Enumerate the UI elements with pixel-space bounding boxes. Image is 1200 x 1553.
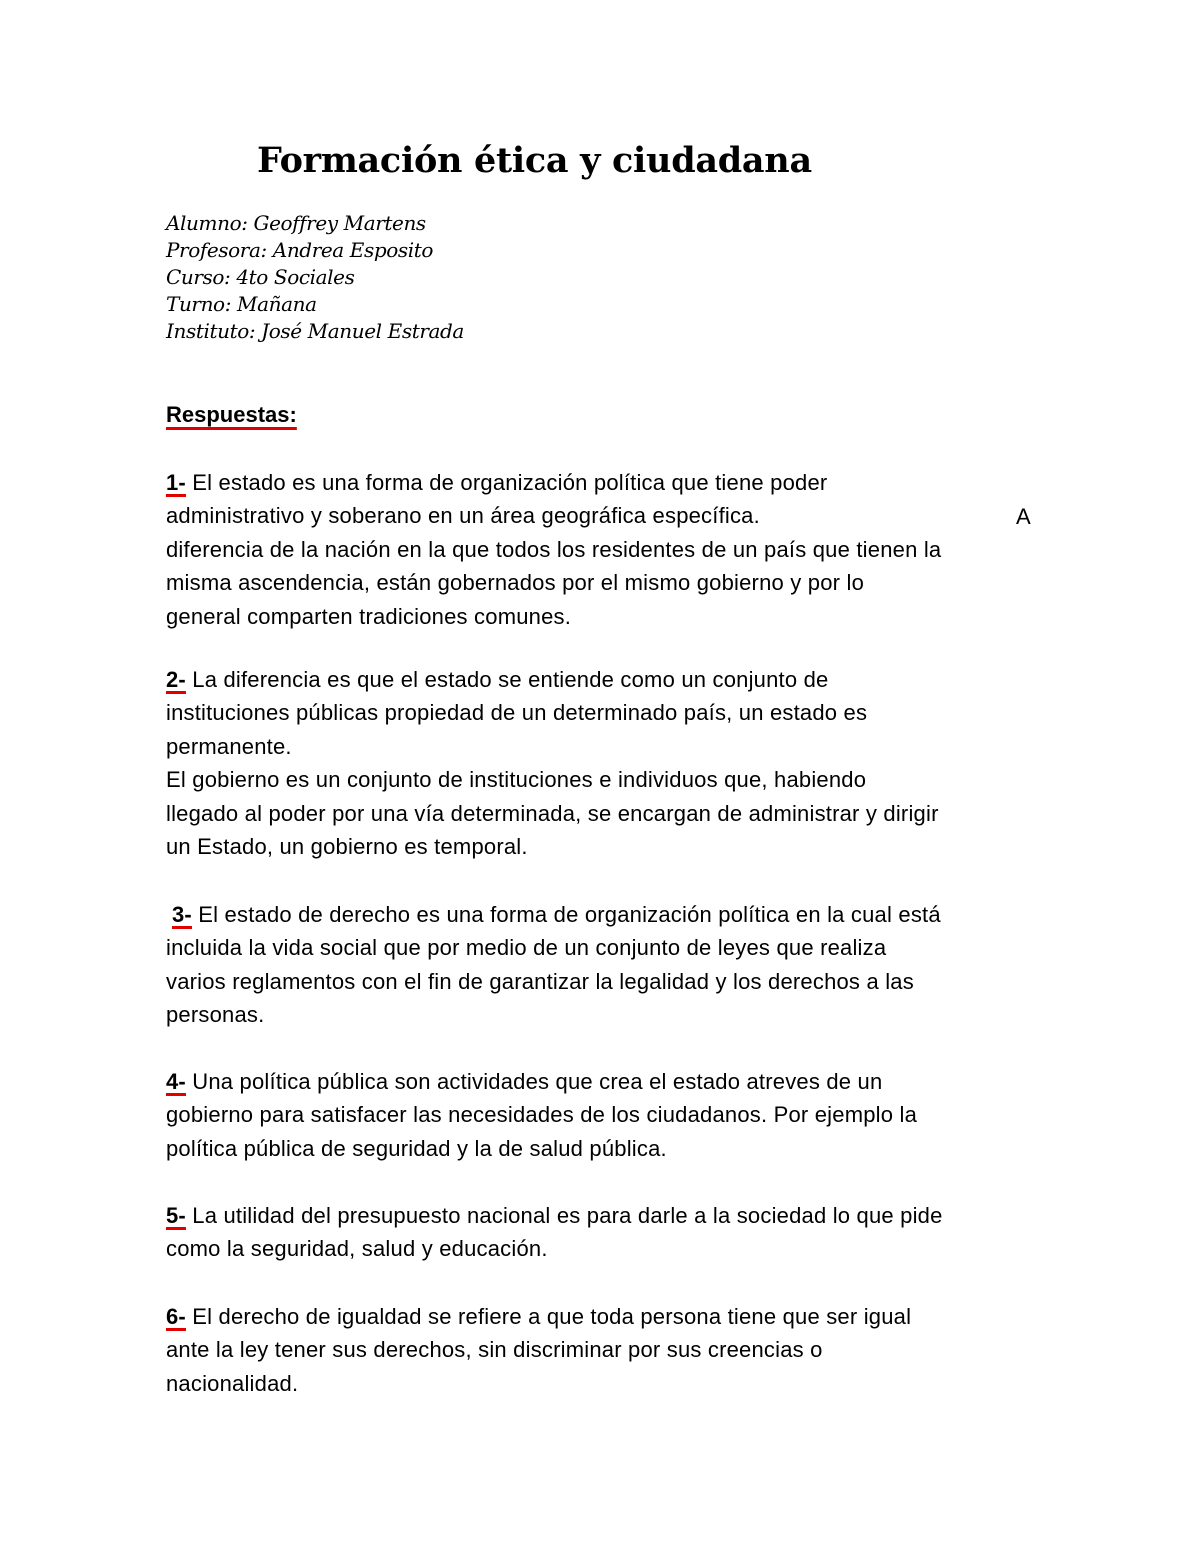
answer-5 (166, 1199, 1046, 1266)
answer-text: La utilidad del presupuesto nacional es para darle a la sociedad lo que pide como la seguridad, salud y educación. (166, 1203, 943, 1262)
answer-text: El estado es una forma de organización política que tiene poder administrativo y soberano en un área geográfica específica. (166, 470, 828, 529)
answer-number: 2- (166, 667, 186, 692)
answer-number: 6- (166, 1304, 186, 1329)
student-info-turno: Turno: Mañana (166, 292, 317, 316)
answer-1 (166, 466, 1046, 633)
answer-4 (166, 1065, 1046, 1165)
answer-number: 5- (166, 1203, 186, 1228)
student-info-profesora: Profesora: Andrea Esposito (166, 238, 434, 262)
answer-text-continued: diferencia de la nación en la que todos los residentes de un país que tienen la misma ascendencia, están gobernados por el mismo gobierno y por lo general comparten tradiciones comunes. (166, 536, 942, 629)
student-info-alumno: Alumno: Geoffrey Martens (166, 211, 426, 235)
answer-text-continued: El gobierno es un conjunto de instituciones e individuos que, habiendo llegado al poder por una vía determinada, se encargan de administrar y dirigir un Estado, un gobierno es temporal. (166, 767, 939, 860)
document-title: Formación ética y ciudadana (257, 140, 812, 181)
answer-3 (166, 898, 1046, 1032)
student-info-instituto: Instituto: José Manuel Estrada (166, 319, 464, 343)
answer-number: 3- (172, 902, 192, 927)
answer-2 (166, 663, 1046, 863)
answer-text: El estado de derecho es una forma de organización política en la cual está incluida la vida social que por medio de un conjunto de leyes que realiza varios reglamentos con el fin de garantizar la legalidad y los derechos a las personas. (166, 902, 941, 1028)
answer-text: El derecho de igualdad se refiere a que toda persona tiene que ser igual ante la ley tener sus derechos, sin discriminar por sus creencias o nacionalidad. (166, 1304, 912, 1396)
student-info (166, 210, 464, 345)
student-info-curso: Curso: 4to Sociales (166, 265, 355, 289)
answer-text: La diferencia es que el estado se entiende como un conjunto de instituciones públicas propiedad de un determinado país, un estado es permanente. (166, 667, 868, 759)
answer-1-marker: A (1016, 504, 1031, 529)
answers-heading: Respuestas: (166, 402, 297, 427)
answer-number: 4- (166, 1069, 186, 1094)
answer-number: 1- (166, 470, 186, 495)
answer-text: Una política pública son actividades que crea el estado atreves de un gobierno para satisfacer las necesidades de los ciudadanos. Por ejemplo la política pública de seguridad y la de salud pública. (166, 1069, 918, 1161)
answer-6 (166, 1300, 1046, 1400)
